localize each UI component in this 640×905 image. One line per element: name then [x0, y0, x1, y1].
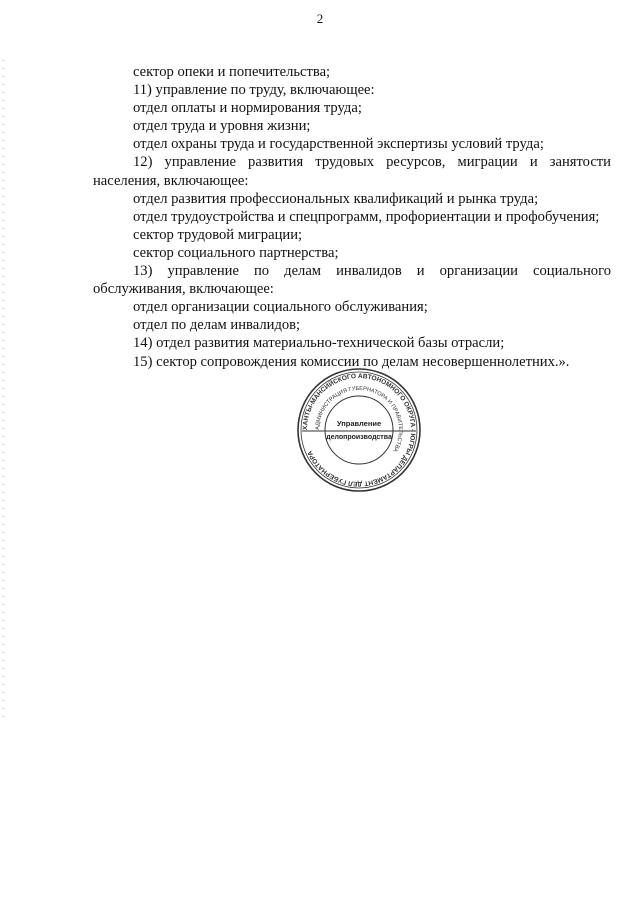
text-line: отдел труда и уровня жизни;	[133, 118, 311, 135]
seal-inner-ring	[325, 396, 393, 464]
text-line: отдел по делам инвалидов;	[133, 317, 301, 334]
page-number: 2	[316, 11, 324, 26]
seal-center-text: Управление	[336, 419, 382, 428]
text-line: отдел трудоустройства и спецпрограмм, профориентации и профобучения;	[133, 208, 600, 225]
text-line: сектор трудовой миграции;	[133, 226, 303, 243]
text-line: сектор социального партнерства;	[133, 244, 339, 261]
scan-margin-artifact	[2, 60, 5, 720]
seal-center-text: делопроизводства	[326, 434, 392, 441]
text-line: отдел развития профессиональных квалификаций и рынка труда;	[133, 190, 539, 207]
paragraph-13: 13) управление по делам инвалидов и организации социального обслуживания, включающее:	[93, 263, 611, 298]
text-line: 11) управление по труду, включающее:	[133, 82, 375, 99]
seal-ring-text: ХАНТЫ-МАНСИЙСКОГО АВТОНОМНОГО ОКРУГА - ЮГРЫ ДЕПАРТАМЕНТ ДЕЛ ГУБЕРНАТОРА	[301, 372, 417, 488]
text-line: отдел оплаты и нормирования труда;	[133, 100, 362, 117]
text-line: отдел организации социального обслуживания;	[133, 299, 428, 316]
text-line: 15) сектор сопровождения комиссии по делам несовершеннолетних.».	[133, 353, 570, 370]
text-line: сектор опеки и попечительства;	[133, 64, 331, 80]
text-line: отдел охраны труда и государственной экспертизы условий труда;	[133, 136, 544, 153]
text-line: 14) отдел развития материально-технической базы отрасли;	[133, 335, 505, 352]
seal-inner-ring-text: АДМИНИСТРАЦИЯ ГУБЕРНАТОРА И ПРАВИТЕЛЬСТВА	[314, 385, 404, 453]
document-body	[93, 63, 611, 371]
official-seal	[296, 367, 422, 493]
paragraph-12: 12) управление развития трудовых ресурсов, миграции и занятости населения, включающее:	[93, 154, 611, 189]
